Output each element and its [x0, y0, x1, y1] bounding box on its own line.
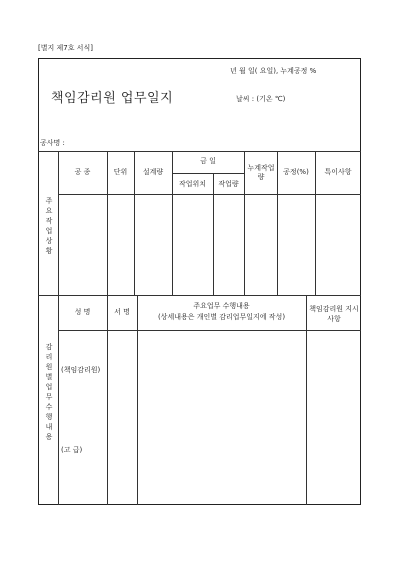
col-header-work-qty: 작업량 — [218, 180, 239, 188]
today-split-rule — [172, 173, 244, 174]
col-header-work-position: 작업위치 — [178, 180, 207, 188]
col-header-unit: 단위 — [113, 168, 128, 176]
section1-top-rule — [38, 151, 361, 152]
col-header-design-qty: 설계량 — [142, 168, 164, 176]
col-rule-signature — [107, 295, 108, 505]
col-header-signature: 서 명 — [114, 308, 130, 316]
document-title: 책임감리원 업무일지 — [51, 91, 174, 106]
col-rule-instructions — [306, 295, 307, 505]
form-frame — [38, 58, 361, 505]
col-header-category: 공 종 — [74, 168, 91, 176]
col-header-name: 성 명 — [74, 308, 91, 316]
row-label-chief-supervisor: (책임감리원) — [61, 366, 101, 374]
project-name-label: 공사명 : — [40, 139, 65, 147]
supervisor-duties-label: 감리원별 업무수행내용 — [45, 343, 53, 441]
date-line: 년 월 일( 요일), 누계공정 % — [230, 67, 317, 75]
col-header-duties-title: 주요업무 수행내용 — [193, 302, 250, 310]
col-header-cumulative: 누계작업량 — [247, 164, 275, 181]
col-header-remarks: 특이사항 — [324, 168, 352, 176]
main-work-status-label: 주요작업상황 — [45, 197, 53, 255]
col-rule-today-split — [213, 173, 214, 295]
col-header-instructions: 책임감리원 지시사항 — [309, 305, 359, 323]
weather-field[interactable]: 날씨 : (기온 ℃) — [236, 95, 286, 103]
section2-header-rule — [58, 330, 361, 331]
section-divider-rule — [38, 295, 361, 296]
col-rule-duties — [137, 295, 138, 505]
col-header-today: 금 일 — [200, 157, 216, 165]
col-rule-today — [172, 151, 173, 295]
form-number-label: [별지 제7호 서식] — [38, 44, 93, 52]
col-rule-cumulative — [244, 151, 245, 295]
col-header-progress: 공정(%) — [283, 168, 309, 176]
col-header-duties-note: (상세내용은 개인별 감리업무일지에 작성) — [157, 313, 286, 321]
row-label-senior-supervisor: (고 급) — [61, 446, 83, 454]
side-label-rule — [58, 151, 59, 505]
